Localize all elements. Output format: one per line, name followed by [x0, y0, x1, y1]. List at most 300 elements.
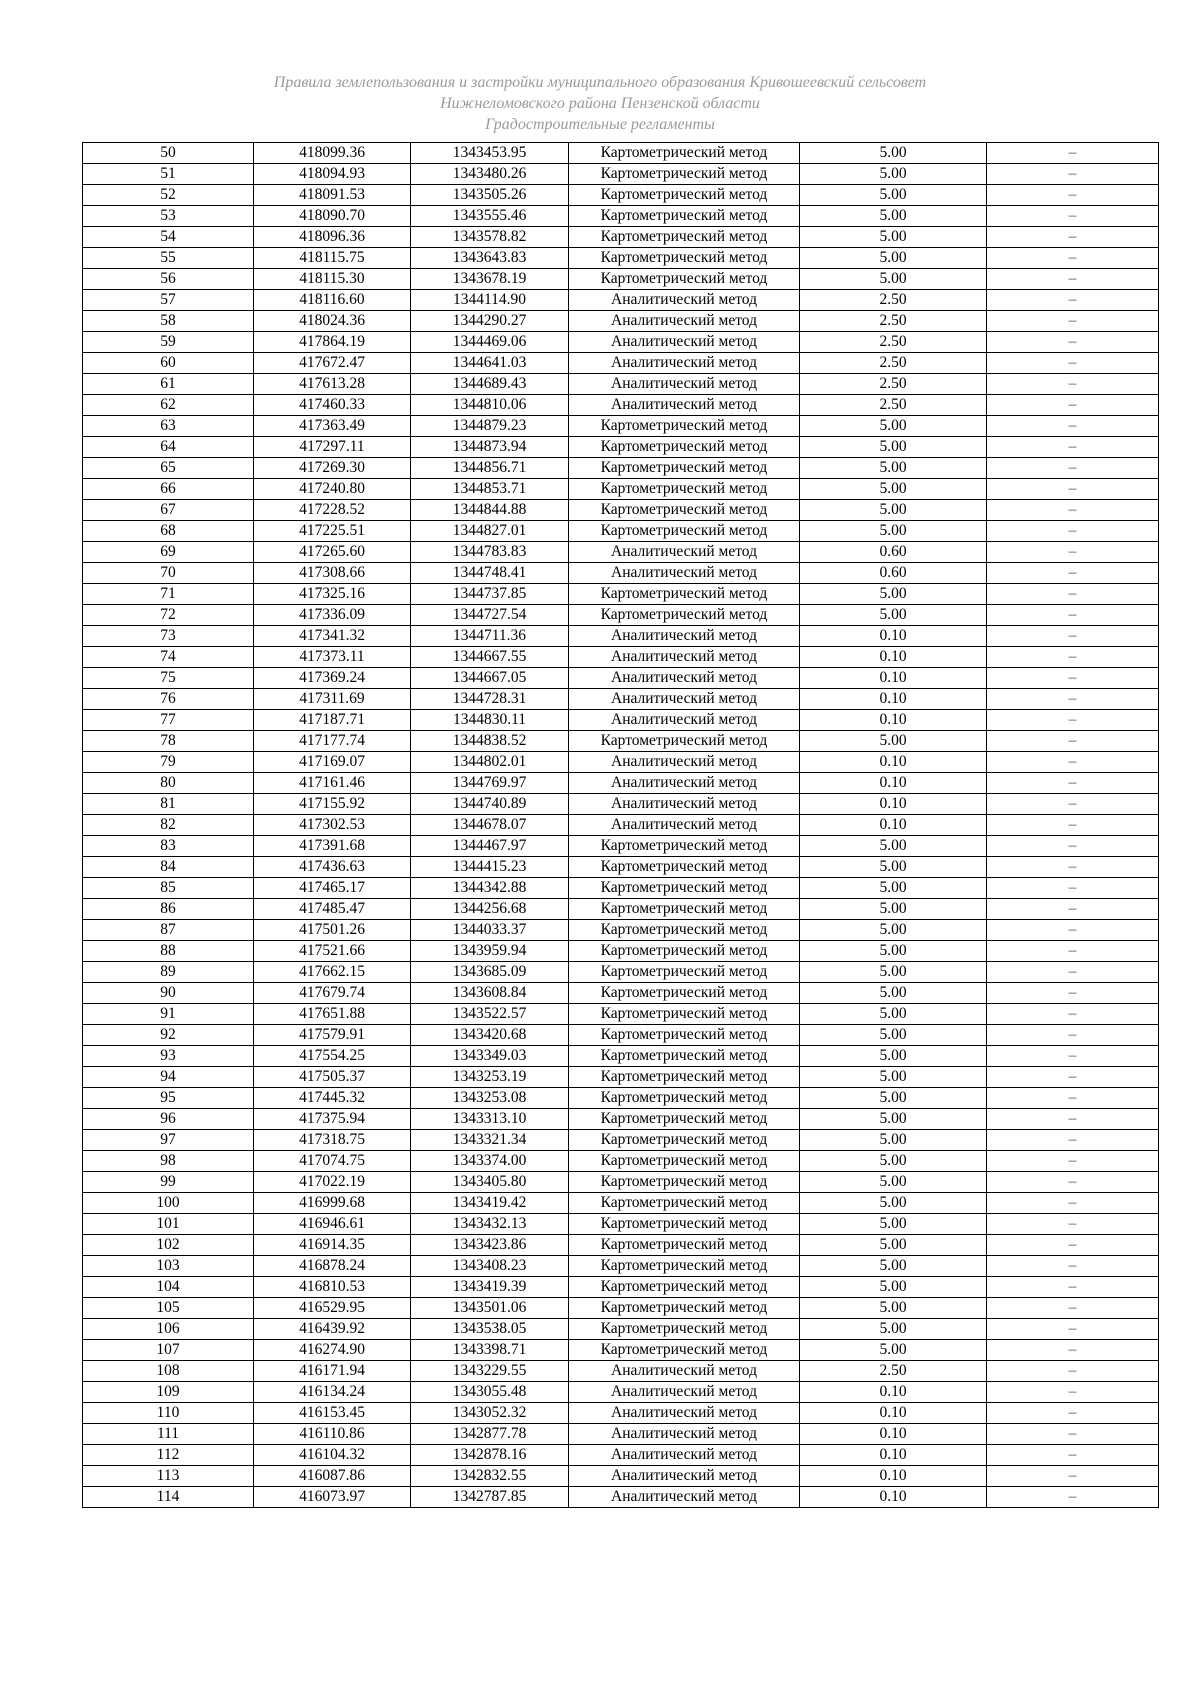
- cell-point-number: 62: [83, 395, 254, 416]
- cell-accuracy: 5.00: [800, 164, 987, 185]
- cell-point-number: 111: [83, 1424, 254, 1445]
- cell-note: –: [987, 1319, 1159, 1340]
- cell-note: –: [987, 1109, 1159, 1130]
- cell-x-coordinate: 416073.97: [254, 1487, 411, 1508]
- cell-point-number: 77: [83, 710, 254, 731]
- cell-accuracy: 2.50: [800, 353, 987, 374]
- cell-point-number: 112: [83, 1445, 254, 1466]
- cell-point-number: 70: [83, 563, 254, 584]
- cell-note: –: [987, 248, 1159, 269]
- cell-x-coordinate: 417363.49: [254, 416, 411, 437]
- coordinates-table: [82, 142, 1159, 1508]
- cell-note: –: [987, 794, 1159, 815]
- cell-point-number: 60: [83, 353, 254, 374]
- cell-x-coordinate: 417445.32: [254, 1088, 411, 1109]
- cell-accuracy: 5.00: [800, 1151, 987, 1172]
- cell-accuracy: 5.00: [800, 857, 987, 878]
- cell-y-coordinate: 1344830.11: [411, 710, 569, 731]
- cell-note: –: [987, 1487, 1159, 1508]
- cell-x-coordinate: 416878.24: [254, 1256, 411, 1277]
- cell-accuracy: 0.60: [800, 542, 987, 563]
- cell-x-coordinate: 418115.30: [254, 269, 411, 290]
- cell-accuracy: 5.00: [800, 500, 987, 521]
- cell-x-coordinate: 416529.95: [254, 1298, 411, 1319]
- cell-method: Картометрический метод: [569, 1151, 800, 1172]
- table-row: [83, 731, 1159, 752]
- table-row: [83, 269, 1159, 290]
- cell-x-coordinate: 417375.94: [254, 1109, 411, 1130]
- cell-accuracy: 5.00: [800, 899, 987, 920]
- cell-method: Картометрический метод: [569, 185, 800, 206]
- cell-accuracy: 5.00: [800, 1277, 987, 1298]
- cell-y-coordinate: 1344728.31: [411, 689, 569, 710]
- table-row: [83, 1172, 1159, 1193]
- table-row: [83, 500, 1159, 521]
- table-row: [83, 248, 1159, 269]
- table-row: [83, 1025, 1159, 1046]
- cell-note: –: [987, 1067, 1159, 1088]
- cell-point-number: 109: [83, 1382, 254, 1403]
- cell-y-coordinate: 1344033.37: [411, 920, 569, 941]
- table-row: [83, 1151, 1159, 1172]
- cell-note: –: [987, 1466, 1159, 1487]
- cell-accuracy: 5.00: [800, 1109, 987, 1130]
- cell-y-coordinate: 1344879.23: [411, 416, 569, 437]
- cell-y-coordinate: 1344667.05: [411, 668, 569, 689]
- cell-note: –: [987, 542, 1159, 563]
- cell-method: Картометрический метод: [569, 1298, 800, 1319]
- cell-accuracy: 5.00: [800, 878, 987, 899]
- cell-note: –: [987, 1424, 1159, 1445]
- cell-accuracy: 2.50: [800, 332, 987, 353]
- table-row: [83, 521, 1159, 542]
- table-row: [83, 395, 1159, 416]
- cell-note: –: [987, 836, 1159, 857]
- cell-method: Картометрический метод: [569, 1193, 800, 1214]
- cell-y-coordinate: 1344844.88: [411, 500, 569, 521]
- cell-x-coordinate: 417460.33: [254, 395, 411, 416]
- cell-point-number: 69: [83, 542, 254, 563]
- table-row: [83, 983, 1159, 1004]
- cell-point-number: 50: [83, 143, 254, 164]
- cell-method: Картометрический метод: [569, 479, 800, 500]
- cell-accuracy: 2.50: [800, 1361, 987, 1382]
- cell-y-coordinate: 1343959.94: [411, 941, 569, 962]
- cell-note: –: [987, 605, 1159, 626]
- cell-point-number: 56: [83, 269, 254, 290]
- cell-x-coordinate: 417161.46: [254, 773, 411, 794]
- cell-x-coordinate: 417169.07: [254, 752, 411, 773]
- cell-method: Картометрический метод: [569, 1235, 800, 1256]
- cell-method: Картометрический метод: [569, 1256, 800, 1277]
- cell-y-coordinate: 1343678.19: [411, 269, 569, 290]
- cell-accuracy: 5.00: [800, 458, 987, 479]
- table-row: [83, 206, 1159, 227]
- cell-y-coordinate: 1344748.41: [411, 563, 569, 584]
- cell-y-coordinate: 1344711.36: [411, 626, 569, 647]
- table-row: [83, 353, 1159, 374]
- table-row: [83, 605, 1159, 626]
- cell-y-coordinate: 1344641.03: [411, 353, 569, 374]
- table-row: [83, 815, 1159, 836]
- cell-x-coordinate: 418099.36: [254, 143, 411, 164]
- cell-note: –: [987, 563, 1159, 584]
- cell-point-number: 58: [83, 311, 254, 332]
- cell-point-number: 74: [83, 647, 254, 668]
- cell-note: –: [987, 1445, 1159, 1466]
- cell-note: –: [987, 185, 1159, 206]
- cell-x-coordinate: 417662.15: [254, 962, 411, 983]
- cell-x-coordinate: 417651.88: [254, 1004, 411, 1025]
- cell-point-number: 73: [83, 626, 254, 647]
- cell-note: –: [987, 878, 1159, 899]
- table-row: [83, 458, 1159, 479]
- table-row: [83, 1466, 1159, 1487]
- table-row: [83, 836, 1159, 857]
- table-row: [83, 185, 1159, 206]
- table-row: [83, 1340, 1159, 1361]
- cell-y-coordinate: 1343398.71: [411, 1340, 569, 1361]
- cell-y-coordinate: 1344469.06: [411, 332, 569, 353]
- cell-method: Аналитический метод: [569, 1466, 800, 1487]
- cell-point-number: 92: [83, 1025, 254, 1046]
- cell-method: Картометрический метод: [569, 1067, 800, 1088]
- cell-y-coordinate: 1343432.13: [411, 1214, 569, 1235]
- cell-point-number: 59: [83, 332, 254, 353]
- cell-x-coordinate: 416946.61: [254, 1214, 411, 1235]
- table-row: [83, 584, 1159, 605]
- cell-y-coordinate: 1342787.85: [411, 1487, 569, 1508]
- cell-note: –: [987, 395, 1159, 416]
- table-row: [83, 626, 1159, 647]
- header-line-1: Правила землепользования и застройки муниципального образования Кривошеевский сельсовет: [273, 74, 927, 91]
- cell-x-coordinate: 416439.92: [254, 1319, 411, 1340]
- cell-x-coordinate: 417269.30: [254, 458, 411, 479]
- cell-method: Аналитический метод: [569, 353, 800, 374]
- cell-method: Аналитический метод: [569, 1403, 800, 1424]
- cell-note: –: [987, 1046, 1159, 1067]
- cell-method: Картометрический метод: [569, 1025, 800, 1046]
- cell-note: –: [987, 1361, 1159, 1382]
- cell-accuracy: 5.00: [800, 1067, 987, 1088]
- cell-point-number: 87: [83, 920, 254, 941]
- table-row: [83, 374, 1159, 395]
- cell-accuracy: 5.00: [800, 1004, 987, 1025]
- cell-accuracy: 0.10: [800, 647, 987, 668]
- cell-x-coordinate: 416104.32: [254, 1445, 411, 1466]
- cell-point-number: 71: [83, 584, 254, 605]
- cell-x-coordinate: 417864.19: [254, 332, 411, 353]
- cell-method: Картометрический метод: [569, 731, 800, 752]
- cell-method: Аналитический метод: [569, 542, 800, 563]
- table-row: [83, 1424, 1159, 1445]
- cell-note: –: [987, 458, 1159, 479]
- cell-point-number: 84: [83, 857, 254, 878]
- cell-x-coordinate: 416274.90: [254, 1340, 411, 1361]
- cell-accuracy: 0.10: [800, 815, 987, 836]
- cell-note: –: [987, 164, 1159, 185]
- cell-y-coordinate: 1344853.71: [411, 479, 569, 500]
- cell-method: Картометрический метод: [569, 458, 800, 479]
- cell-y-coordinate: 1343229.55: [411, 1361, 569, 1382]
- cell-note: –: [987, 689, 1159, 710]
- table-row: [83, 416, 1159, 437]
- cell-point-number: 54: [83, 227, 254, 248]
- cell-y-coordinate: 1342877.78: [411, 1424, 569, 1445]
- cell-note: –: [987, 920, 1159, 941]
- cell-x-coordinate: 417465.17: [254, 878, 411, 899]
- cell-x-coordinate: 417672.47: [254, 353, 411, 374]
- cell-method: Аналитический метод: [569, 773, 800, 794]
- table-row: [83, 311, 1159, 332]
- cell-point-number: 88: [83, 941, 254, 962]
- cell-x-coordinate: 418024.36: [254, 311, 411, 332]
- cell-note: –: [987, 668, 1159, 689]
- cell-x-coordinate: 417373.11: [254, 647, 411, 668]
- cell-note: –: [987, 1025, 1159, 1046]
- cell-method: Аналитический метод: [569, 374, 800, 395]
- cell-note: –: [987, 647, 1159, 668]
- cell-x-coordinate: 417336.09: [254, 605, 411, 626]
- cell-y-coordinate: 1343685.09: [411, 962, 569, 983]
- table-row: [83, 1319, 1159, 1340]
- table-row: [83, 794, 1159, 815]
- cell-accuracy: 5.00: [800, 437, 987, 458]
- cell-note: –: [987, 710, 1159, 731]
- cell-note: –: [987, 1172, 1159, 1193]
- cell-x-coordinate: 417369.24: [254, 668, 411, 689]
- cell-x-coordinate: 417436.63: [254, 857, 411, 878]
- cell-method: Картометрический метод: [569, 1004, 800, 1025]
- cell-point-number: 93: [83, 1046, 254, 1067]
- cell-accuracy: 0.10: [800, 1382, 987, 1403]
- table-row: [83, 1214, 1159, 1235]
- table-row: [83, 647, 1159, 668]
- table-row: [83, 689, 1159, 710]
- cell-accuracy: 5.00: [800, 416, 987, 437]
- cell-accuracy: 0.10: [800, 668, 987, 689]
- table-row: [83, 920, 1159, 941]
- cell-x-coordinate: 417341.32: [254, 626, 411, 647]
- cell-accuracy: 5.00: [800, 920, 987, 941]
- cell-accuracy: 5.00: [800, 1298, 987, 1319]
- cell-method: Картометрический метод: [569, 1172, 800, 1193]
- cell-x-coordinate: 416914.35: [254, 1235, 411, 1256]
- cell-method: Картометрический метод: [569, 899, 800, 920]
- cell-note: –: [987, 962, 1159, 983]
- cell-x-coordinate: 417225.51: [254, 521, 411, 542]
- cell-accuracy: 5.00: [800, 941, 987, 962]
- cell-x-coordinate: 417308.66: [254, 563, 411, 584]
- cell-accuracy: 2.50: [800, 290, 987, 311]
- cell-accuracy: 0.10: [800, 794, 987, 815]
- cell-method: Картометрический метод: [569, 941, 800, 962]
- cell-method: Аналитический метод: [569, 1445, 800, 1466]
- cell-method: Картометрический метод: [569, 143, 800, 164]
- cell-accuracy: 5.00: [800, 983, 987, 1004]
- cell-accuracy: 0.10: [800, 752, 987, 773]
- cell-note: –: [987, 290, 1159, 311]
- cell-note: –: [987, 752, 1159, 773]
- cell-y-coordinate: 1342878.16: [411, 1445, 569, 1466]
- cell-accuracy: 5.00: [800, 731, 987, 752]
- cell-method: Аналитический метод: [569, 290, 800, 311]
- cell-y-coordinate: 1343419.39: [411, 1277, 569, 1298]
- cell-method: Аналитический метод: [569, 311, 800, 332]
- cell-method: Картометрический метод: [569, 248, 800, 269]
- cell-method: Аналитический метод: [569, 332, 800, 353]
- cell-note: –: [987, 1382, 1159, 1403]
- cell-y-coordinate: 1343055.48: [411, 1382, 569, 1403]
- cell-method: Картометрический метод: [569, 1340, 800, 1361]
- cell-accuracy: 5.00: [800, 248, 987, 269]
- cell-method: Картометрический метод: [569, 1130, 800, 1151]
- cell-x-coordinate: 417074.75: [254, 1151, 411, 1172]
- cell-accuracy: 5.00: [800, 836, 987, 857]
- cell-method: Картометрический метод: [569, 857, 800, 878]
- cell-x-coordinate: 417613.28: [254, 374, 411, 395]
- cell-accuracy: 2.50: [800, 374, 987, 395]
- cell-note: –: [987, 731, 1159, 752]
- cell-accuracy: 5.00: [800, 1130, 987, 1151]
- cell-accuracy: 5.00: [800, 185, 987, 206]
- cell-point-number: 114: [83, 1487, 254, 1508]
- cell-accuracy: 0.10: [800, 689, 987, 710]
- cell-method: Картометрический метод: [569, 962, 800, 983]
- cell-point-number: 91: [83, 1004, 254, 1025]
- cell-method: Аналитический метод: [569, 626, 800, 647]
- cell-accuracy: 0.10: [800, 710, 987, 731]
- cell-accuracy: 5.00: [800, 521, 987, 542]
- cell-method: Аналитический метод: [569, 563, 800, 584]
- cell-accuracy: 5.00: [800, 1256, 987, 1277]
- cell-y-coordinate: 1344467.97: [411, 836, 569, 857]
- cell-y-coordinate: 1343453.95: [411, 143, 569, 164]
- cell-point-number: 57: [83, 290, 254, 311]
- cell-y-coordinate: 1343578.82: [411, 227, 569, 248]
- cell-y-coordinate: 1343313.10: [411, 1109, 569, 1130]
- cell-x-coordinate: 416134.24: [254, 1382, 411, 1403]
- header-line-3: Градостроительные регламенты: [485, 116, 715, 133]
- table-row: [83, 878, 1159, 899]
- cell-note: –: [987, 500, 1159, 521]
- cell-point-number: 99: [83, 1172, 254, 1193]
- cell-y-coordinate: 1344727.54: [411, 605, 569, 626]
- cell-note: –: [987, 1235, 1159, 1256]
- cell-point-number: 52: [83, 185, 254, 206]
- header-line-2: Нижнеломовского района Пензенской области: [440, 95, 760, 112]
- cell-method: Аналитический метод: [569, 689, 800, 710]
- cell-method: Картометрический метод: [569, 500, 800, 521]
- cell-point-number: 107: [83, 1340, 254, 1361]
- cell-x-coordinate: 417187.71: [254, 710, 411, 731]
- cell-note: –: [987, 416, 1159, 437]
- cell-method: Картометрический метод: [569, 584, 800, 605]
- cell-point-number: 101: [83, 1214, 254, 1235]
- cell-point-number: 106: [83, 1319, 254, 1340]
- cell-x-coordinate: 418094.93: [254, 164, 411, 185]
- cell-x-coordinate: 417022.19: [254, 1172, 411, 1193]
- cell-y-coordinate: 1344342.88: [411, 878, 569, 899]
- cell-y-coordinate: 1344290.27: [411, 311, 569, 332]
- cell-note: –: [987, 1340, 1159, 1361]
- cell-x-coordinate: 417311.69: [254, 689, 411, 710]
- cell-note: –: [987, 1088, 1159, 1109]
- cell-method: Аналитический метод: [569, 647, 800, 668]
- cell-method: Картометрический метод: [569, 164, 800, 185]
- cell-x-coordinate: 417325.16: [254, 584, 411, 605]
- table-row: [83, 1403, 1159, 1424]
- table-row: [83, 962, 1159, 983]
- cell-y-coordinate: 1344856.71: [411, 458, 569, 479]
- table-row: [83, 542, 1159, 563]
- cell-point-number: 61: [83, 374, 254, 395]
- cell-point-number: 113: [83, 1466, 254, 1487]
- cell-accuracy: 0.10: [800, 1487, 987, 1508]
- cell-method: Картометрический метод: [569, 983, 800, 1004]
- table-row: [83, 1067, 1159, 1088]
- table-row: [83, 941, 1159, 962]
- cell-x-coordinate: 417579.91: [254, 1025, 411, 1046]
- table-row: [83, 773, 1159, 794]
- cell-accuracy: 5.00: [800, 1340, 987, 1361]
- cell-y-coordinate: 1344689.43: [411, 374, 569, 395]
- table-row: [83, 290, 1159, 311]
- cell-accuracy: 5.00: [800, 1214, 987, 1235]
- cell-accuracy: 0.60: [800, 563, 987, 584]
- cell-note: –: [987, 773, 1159, 794]
- table-row: [83, 1382, 1159, 1403]
- cell-x-coordinate: 416087.86: [254, 1466, 411, 1487]
- cell-method: Картометрический метод: [569, 416, 800, 437]
- cell-y-coordinate: 1344838.52: [411, 731, 569, 752]
- cell-accuracy: 5.00: [800, 1046, 987, 1067]
- cell-method: Картометрический метод: [569, 437, 800, 458]
- cell-y-coordinate: 1344810.06: [411, 395, 569, 416]
- cell-point-number: 76: [83, 689, 254, 710]
- cell-point-number: 85: [83, 878, 254, 899]
- cell-accuracy: 0.10: [800, 773, 987, 794]
- table-row: [83, 1487, 1159, 1508]
- table-row: [83, 1046, 1159, 1067]
- cell-y-coordinate: 1343408.23: [411, 1256, 569, 1277]
- cell-note: –: [987, 626, 1159, 647]
- cell-y-coordinate: 1344415.23: [411, 857, 569, 878]
- cell-x-coordinate: 417302.53: [254, 815, 411, 836]
- cell-note: –: [987, 1256, 1159, 1277]
- cell-note: –: [987, 374, 1159, 395]
- cell-x-coordinate: 416171.94: [254, 1361, 411, 1382]
- cell-y-coordinate: 1344667.55: [411, 647, 569, 668]
- cell-accuracy: 0.10: [800, 626, 987, 647]
- cell-method: Картометрический метод: [569, 878, 800, 899]
- cell-point-number: 72: [83, 605, 254, 626]
- cell-y-coordinate: 1344114.90: [411, 290, 569, 311]
- page-header: [0, 72, 1200, 135]
- cell-point-number: 110: [83, 1403, 254, 1424]
- cell-y-coordinate: 1343253.08: [411, 1088, 569, 1109]
- table-row: [83, 143, 1159, 164]
- cell-note: –: [987, 143, 1159, 164]
- cell-point-number: 65: [83, 458, 254, 479]
- cell-method: Картометрический метод: [569, 1277, 800, 1298]
- cell-method: Картометрический метод: [569, 1319, 800, 1340]
- table-row: [83, 1361, 1159, 1382]
- cell-note: –: [987, 1004, 1159, 1025]
- table-row: [83, 1277, 1159, 1298]
- cell-accuracy: 5.00: [800, 1193, 987, 1214]
- cell-point-number: 102: [83, 1235, 254, 1256]
